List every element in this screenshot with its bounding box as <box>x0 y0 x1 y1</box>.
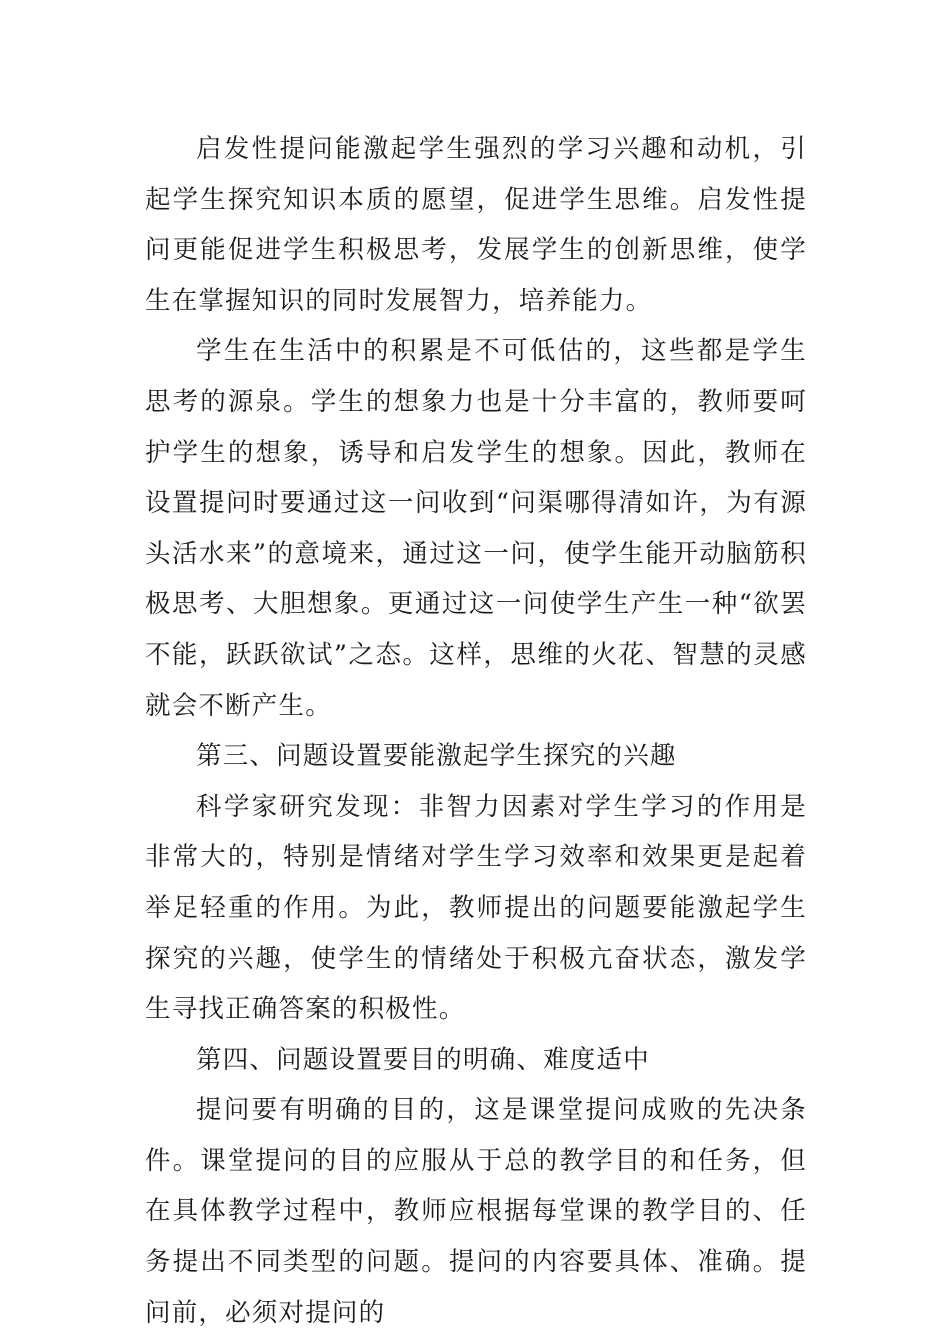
section-heading-fourth: 第四、问题设置要目的明确、难度适中 <box>196 1044 650 1075</box>
section-heading-third: 第三、问题设置要能激起学生探究的兴趣 <box>196 741 677 772</box>
paragraph-student-imagination: 学生在生活中的积累是不可低估的，这些都是学生思考的源泉。学生的想象力也是十分丰富的，教师要呵护学生的想象，诱导和启发学生的想象。因此，教师在设置提问时要通过这一问收到“问渠哪得清如许，为有源头活水来”的意境来，通过这一问，使学生能开动脑筋积极思考、大胆想象。更通过这一问使学生产生一种“欲罢不能，跃跃欲试”之态。这样，思维的火花、智慧的灵感就会不断产生。 <box>145 336 807 721</box>
document-page <box>145 124 807 1338</box>
paragraph-non-intellectual-factors: 科学家研究发现：非智力因素对学生学习的作用是非常大的，特别是情绪对学生学习效率和效果更是起着举足轻重的作用。为此，教师提出的问题要能激起学生探究的兴趣，使学生的情绪处于积极亢奋状态，激发学生寻找正确答案的积极性。 <box>145 791 807 1025</box>
paragraph-heuristic-questions: 启发性提问能激起学生强烈的学习兴趣和动机，引起学生探究知识本质的愿望，促进学生思维。启发性提问更能促进学生积极思考，发展学生的创新思维，使学生在掌握知识的同时发展智力，培养能力。 <box>145 134 807 316</box>
paragraph-clear-purpose: 提问要有明确的目的，这是课堂提问成败的先决条件。课堂提问的目的应服从于总的教学目的和任务，但在具体教学过程中，教师应根据每堂课的教学目的、任务提出不同类型的问题。提问的内容要具体、准确。提问前，必须对提问的 <box>145 1095 807 1328</box>
